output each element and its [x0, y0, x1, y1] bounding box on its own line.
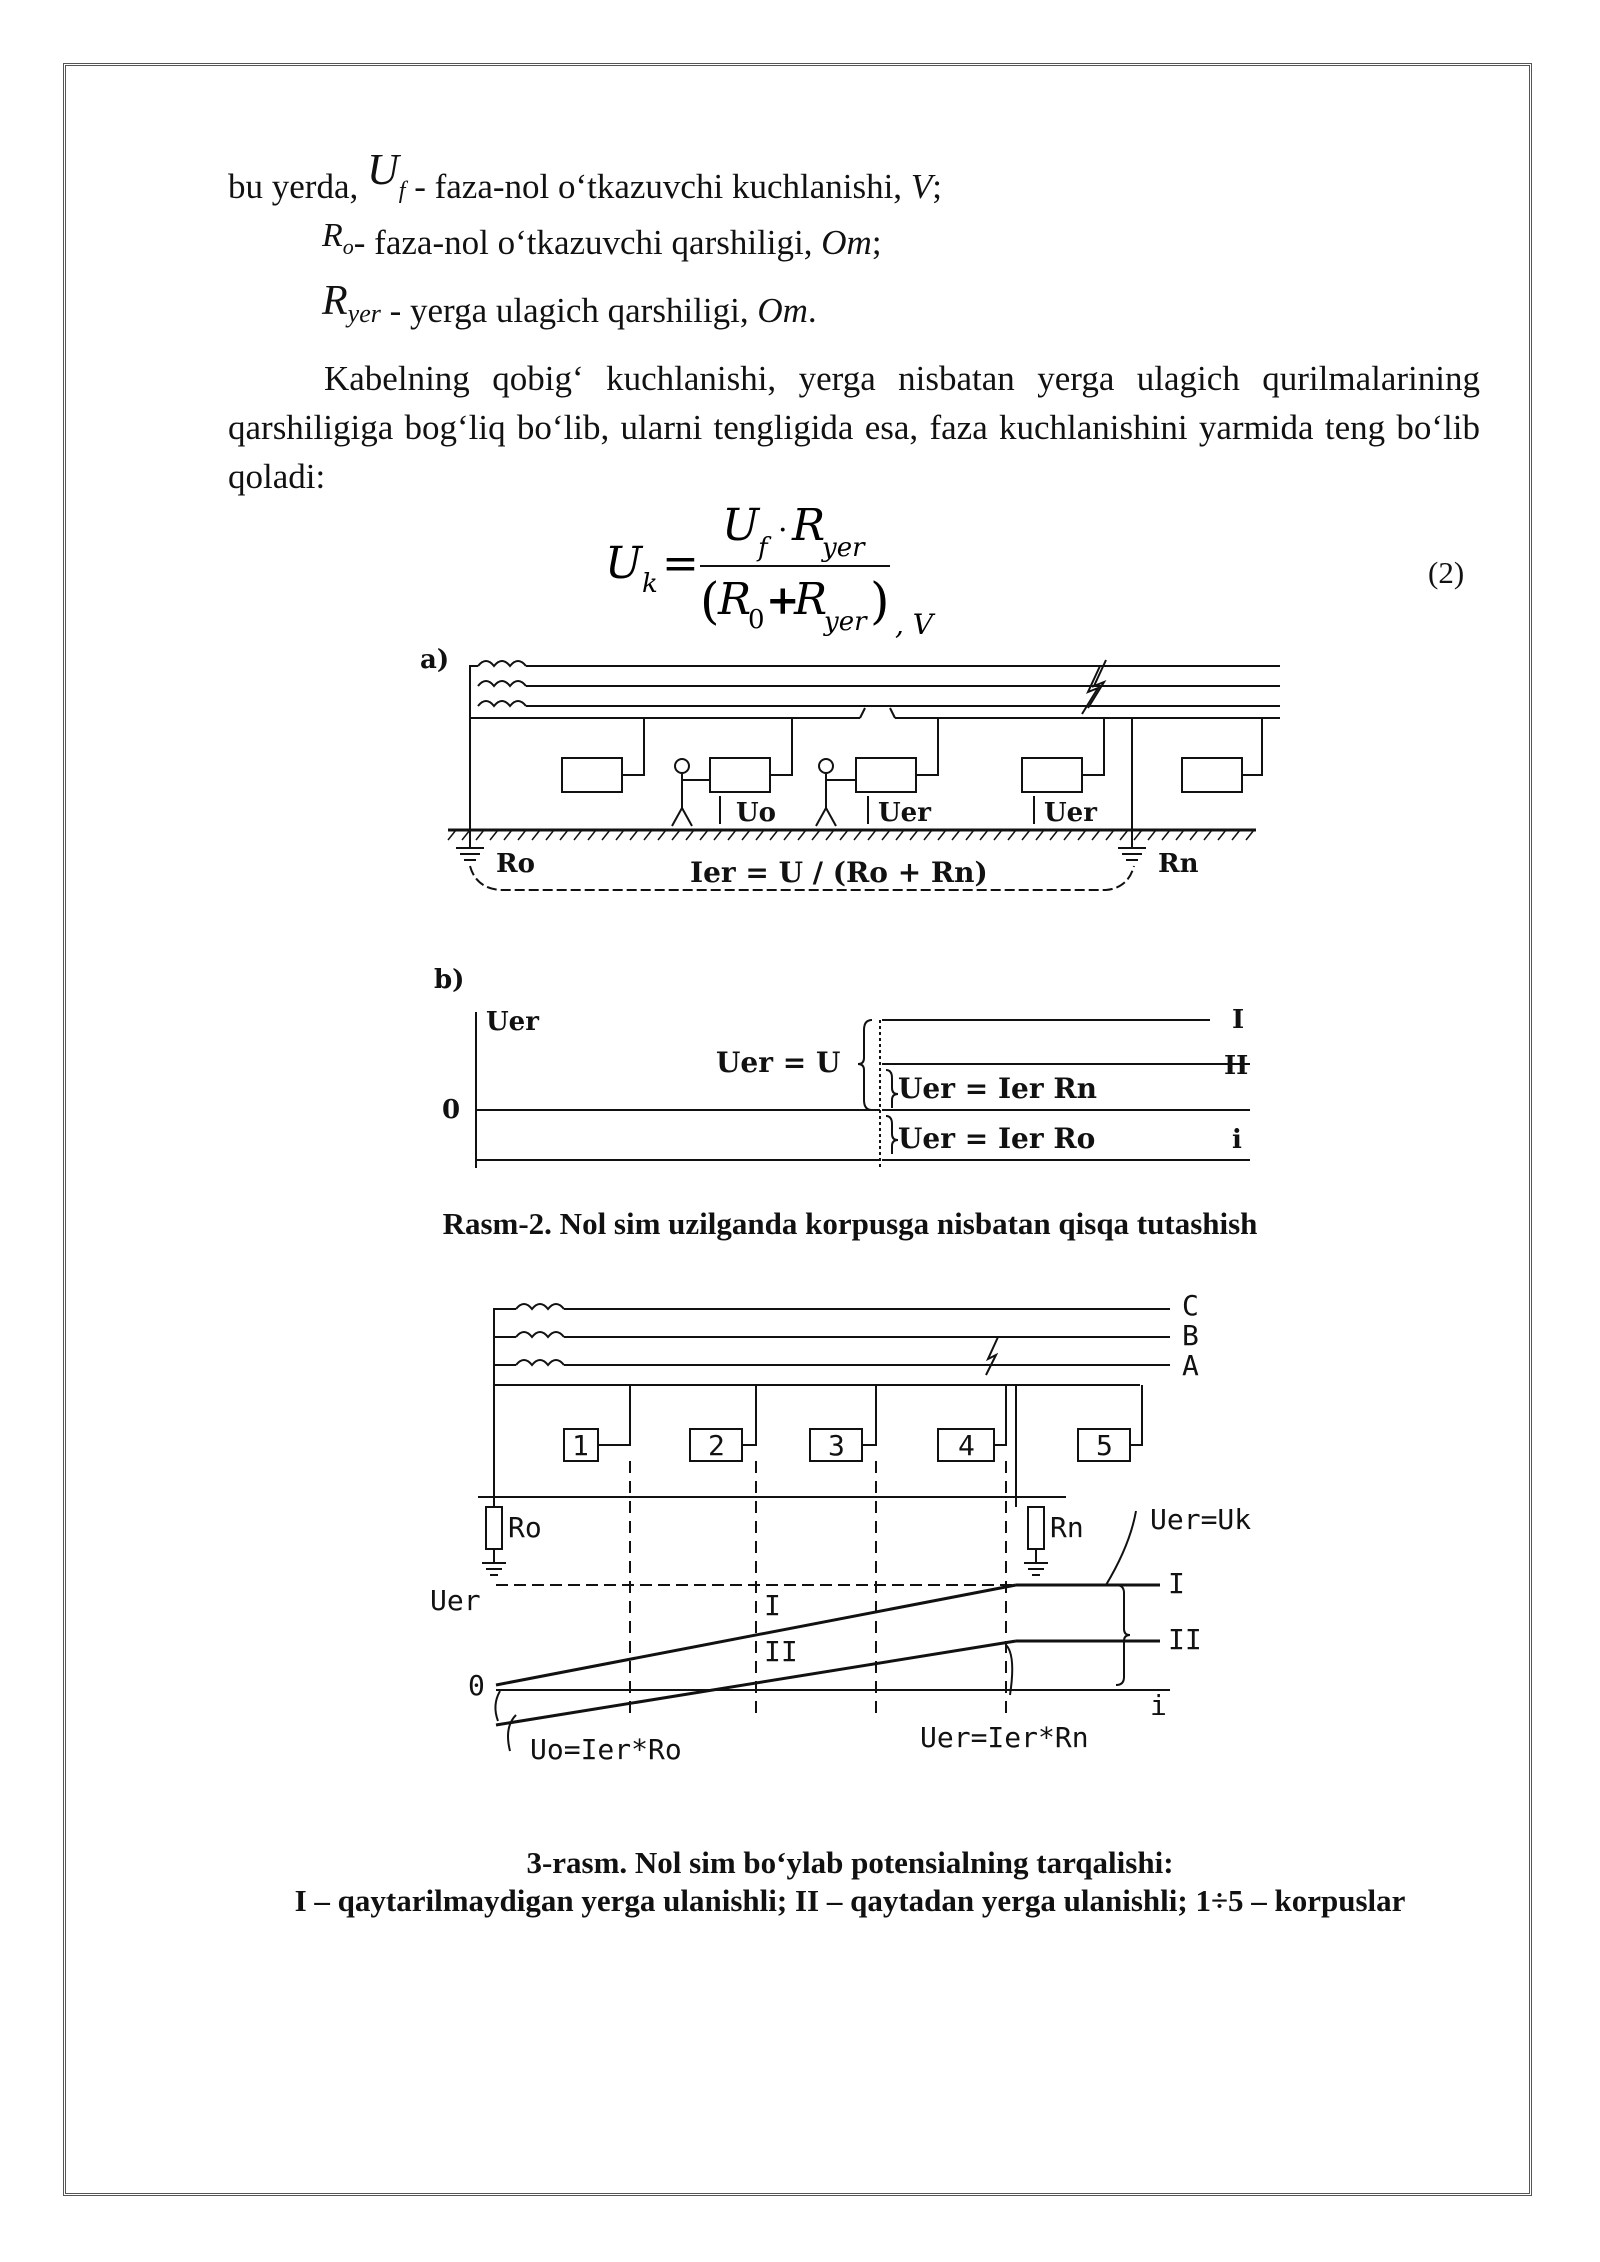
formula-unit: , V	[895, 608, 934, 641]
fig3-coil-1	[516, 1304, 564, 1309]
fig2-b-I: I	[1232, 1005, 1245, 1035]
equation-number: (2)	[1428, 555, 1465, 590]
fig3-mid-II: II	[764, 1635, 798, 1668]
resistor-rn	[1028, 1507, 1044, 1549]
housing-box-2	[710, 758, 770, 792]
fig2-uer-1: Uer	[878, 798, 931, 828]
fig2-b-zero: 0	[442, 1095, 461, 1125]
symbol-uf: U	[366, 145, 399, 194]
fig3-fault-arrow	[986, 1337, 998, 1375]
symbol-ryer: R	[322, 278, 348, 324]
fig3-mid-I: I	[764, 1589, 781, 1622]
figure-3-diagram	[420, 1285, 1300, 1785]
person-1	[675, 759, 689, 773]
formula-plus: +	[766, 577, 800, 624]
formula-den-a-sub: 0	[748, 605, 765, 635]
formula-uk	[600, 500, 1030, 650]
coil-1	[478, 661, 526, 666]
legend-text-1: - faza-nol o‘tkazuvchi kuchlanishi,	[405, 167, 911, 206]
legend-intro: bu yerda,	[228, 167, 359, 206]
fig2-label-b: b)	[434, 965, 465, 995]
housing-box-5	[1182, 758, 1242, 792]
phase-a: A	[1182, 1349, 1199, 1382]
fig3-I: I	[1168, 1567, 1185, 1600]
fig3-rn: Rn	[1050, 1511, 1084, 1544]
legend-line-2	[322, 217, 882, 265]
legend-line-3	[322, 278, 817, 334]
fig2-ier-eq: Ier = U / (Ro + Rn)	[690, 856, 988, 889]
coil-3	[478, 701, 526, 706]
fig3-ro: Ro	[508, 1511, 542, 1544]
fig3-uo-eq: Uo=Ier*Ro	[530, 1733, 682, 1766]
figure-2-caption: Rasm-2. Nol sim uzilganda korpusga nisbatan qisqa tutashish	[442, 1206, 1258, 1241]
paren-close: )	[870, 572, 890, 630]
phase-b: B	[1182, 1319, 1199, 1352]
fig2-b-uer-u: Uer = U	[716, 1046, 841, 1079]
coil-2	[478, 681, 526, 686]
box-label-3: 3	[828, 1429, 845, 1462]
formula-num-b: R	[792, 500, 826, 551]
fig3-uer-uk: Uer=Uk	[1150, 1503, 1252, 1536]
box-label-5: 5	[1096, 1429, 1113, 1462]
fig2-b-uer-rn: Uer = Ier Rn	[898, 1072, 1097, 1105]
fig2-b-uer-ro: Uer = Ier Ro	[898, 1122, 1096, 1155]
legend-unit-1: V	[910, 167, 933, 206]
fig2-b-i: i	[1232, 1125, 1242, 1155]
formula-lhs-sub: k	[642, 569, 658, 599]
fig2-uo: Uo	[736, 798, 777, 828]
formula-num-a: U	[722, 500, 760, 551]
figure-3-caption-1: 3-rasm. Nol sim bo‘ylab potensialning tarqalishi:	[526, 1845, 1174, 1880]
formula-dot: ·	[778, 513, 788, 548]
resistor-ro	[486, 1507, 502, 1549]
legend-end-2: ;	[871, 223, 882, 262]
symbol-ryer-sub: yer	[347, 299, 381, 328]
symbol-ro-sub: o	[342, 234, 354, 259]
fig3-coil-3	[516, 1360, 564, 1365]
housing-box-1	[562, 758, 622, 792]
paren-open: (	[700, 572, 720, 630]
legend-line-1	[228, 145, 942, 211]
symbol-uf-sub: f	[398, 178, 406, 204]
symbol-ro: R	[322, 217, 343, 254]
fig2-ro: Ro	[496, 849, 535, 879]
fig3-coil-2	[516, 1332, 564, 1337]
formula-num-b-sub: yer	[822, 533, 865, 563]
housing-box-4	[1022, 758, 1082, 792]
person-2	[819, 759, 833, 773]
fig3-II: II	[1168, 1623, 1202, 1656]
body-paragraph: Kabelning qobig‘ kuchlanishi, yerga nisbatan yerga ulagich qurilmalarining qarshiligiga bog‘liq bo‘lib, ularni tengligida esa, faza kuchlanishini yarmida teng bo‘lib qoladi:	[228, 359, 1480, 496]
box-label-4: 4	[958, 1429, 975, 1462]
formula-num-a-sub: f	[758, 533, 768, 563]
fig3-i: i	[1150, 1689, 1167, 1722]
fig2-rn: Rn	[1158, 849, 1199, 879]
fig3-uer: Uer	[430, 1584, 481, 1617]
box-label-1: 1	[572, 1429, 589, 1462]
phase-c: C	[1182, 1289, 1199, 1322]
housing-box-3	[856, 758, 916, 792]
fig2-uer-2: Uer	[1044, 798, 1097, 828]
formula-den-b: R	[794, 574, 828, 625]
fig2-b-uer: Uer	[486, 1007, 539, 1037]
formula-equals: =	[662, 538, 699, 589]
figure-3-caption-2: I – qaytarilmaydigan yerga ulanishli; II – qaytadan yerga ulanishli; 1÷5 – korpuslar	[294, 1883, 1406, 1918]
box-label-2: 2	[708, 1429, 725, 1462]
fig2-label-a: a)	[420, 645, 450, 675]
fig3-zero: 0	[468, 1669, 485, 1702]
formula-lhs: U	[605, 538, 643, 589]
legend-end-1: ;	[932, 167, 942, 206]
legend-text-3: - yerga ulagich qarshiligi,	[380, 291, 758, 330]
formula-den-b-sub: yer	[824, 607, 867, 637]
legend-end-3: .	[807, 291, 817, 330]
fig3-uer-eq: Uer=Ier*Rn	[920, 1721, 1089, 1754]
fig2-b-II: II	[1224, 1051, 1249, 1081]
legend-unit-3: Om	[757, 291, 808, 330]
figure-2-diagram	[420, 640, 1300, 1220]
legend-text-2: - faza-nol o‘tkazuvchi qarshiligi,	[353, 223, 822, 262]
legend-unit-2: Om	[821, 223, 872, 262]
formula-den-a: R	[718, 574, 752, 625]
